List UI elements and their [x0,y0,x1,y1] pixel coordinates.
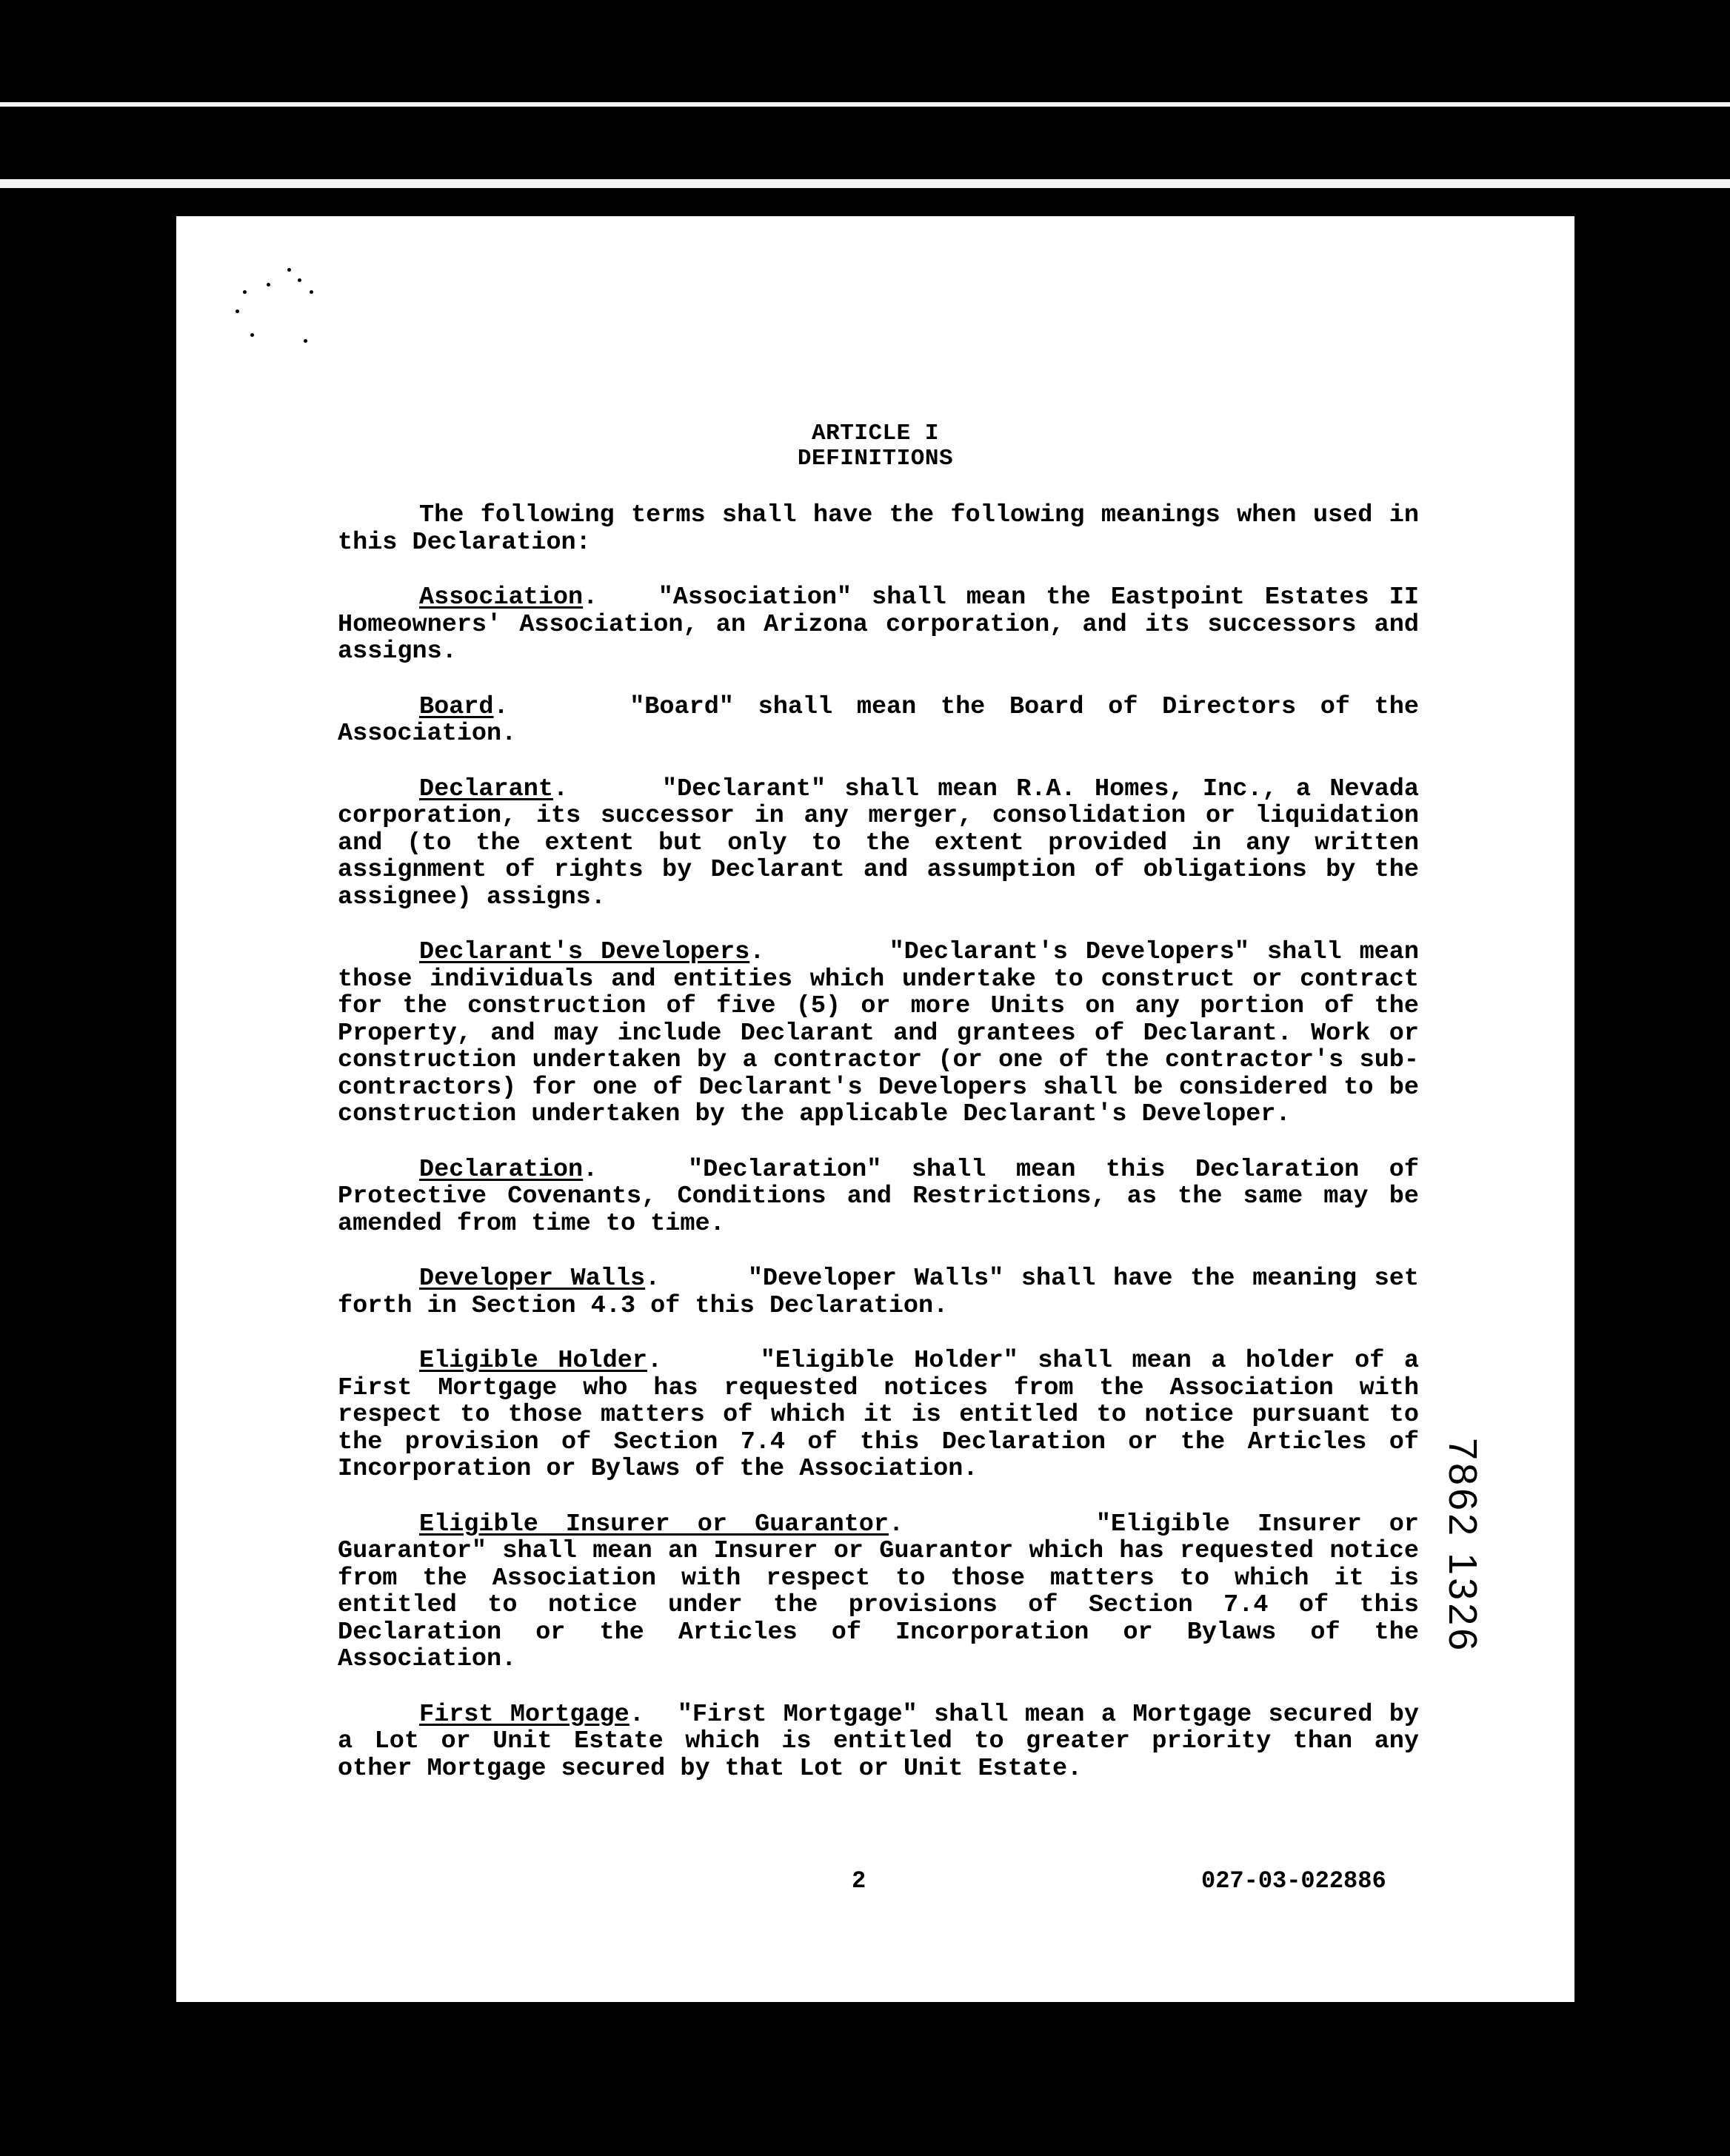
definition-paragraph: Developer Walls. "Developer Walls" shall have the meaning set forth in Section 4.3 of this Declaration. [338,1265,1419,1320]
intro-paragraph: The following terms shall have the following meanings when used in this Declaration: [338,501,1419,557]
definition-term: Eligible Holder [419,1347,647,1375]
definition-paragraph: Eligible Holder. "Eligible Holder" shall mean a holder of a First Mortgage who has requested notices from the Association with respect to those matters of which it is entitled to notice pursuant to the provision of Section 7.4 of this Declaration or the Articles of Incorporation or Bylaws of the Association. [338,1347,1420,1483]
definition-term: Board [419,692,494,721]
definition-text: "Declaration" shall mean this Declaration of Protective Covenants, Conditions and Restrictions, as the same may be amended from time to time. [338,1155,1419,1238]
document-page [176,216,1574,2002]
definition-paragraph: Declaration. "Declaration" shall mean this Declaration of Protective Covenants, Conditions and Restrictions, as the same may be amended from time to time. [338,1155,1419,1238]
definition-paragraph: First Mortgage. "First Mortgage" shall mean a Mortgage secured by a Lot or Unit Estate which is entitled to greater priority than any other Mortgage secured by that Lot or Unit Estate. [338,1700,1419,1783]
definition-text: "Eligible Insurer or Guarantor" shall mean an Insurer or Guarantor which has requested notice from the Association with respect to those matters to which it is entitled to notice under the provisions of Section 7.4 of this Declaration or the Articles of Incorporation or Bylaws of the Association. [338,1510,1420,1673]
definition-term: First Mortgage [419,1700,629,1729]
definition-term: Declaration [419,1155,584,1184]
definition-term: Eligible Insurer or Guarantor [419,1510,889,1539]
definition-term: Declarant [419,774,553,803]
definition-paragraph: Eligible Insurer or Guarantor. "Eligible Insurer or Guarantor" shall mean an Insurer or Guarantor which has requested notice from the Association with respect to those matters to which it is entitled to notice under the provisions of Section 7.4 of this Declaration or the Articles of Incorporation or Bylaws of the Association. [338,1510,1420,1673]
definition-text: "Developer Walls" shall have the meaning set forth in Section 4.3 of this Declaration. [338,1265,1419,1320]
definitions-heading: DEFINITIONS [797,446,954,472]
definition-paragraph: Board. "Board" shall mean the Board of Directors of the Association. [338,692,1419,748]
document-code: 027-03-022886 [1201,1867,1386,1895]
definition-paragraph: Declarant's Developers. "Declarant's Developers" shall mean those individuals and entities which undertake to construct or contract for the construction of five (5) or more Units on any portion of the Property, and may include Declarant and grantees of Declarant. Work or construction undertaken by a contractor (or one of the contractor's sub-contractors) for one of Declarant's Developers shall be considered to be construction undertaken by the applicable Declarant's Developer. [338,938,1419,1128]
definition-text: "First Mortgage" shall mean a Mortgage secured by a Lot or Unit Estate which is entitled to greater priority than any other Mortgage secured by that Lot or Unit Estate. [338,1700,1419,1783]
definition-paragraph: Declarant. "Declarant" shall mean R.A. Homes, Inc., a Nevada corporation, its successor in any merger, consolidation or liquidation and (to the extent but only to the extent provided in any written assignment of rights by Declarant and assumption of obligations by the assignee) assigns. [338,774,1419,911]
article-heading: ARTICLE I [812,421,939,446]
definition-paragraph: Association. "Association" shall mean the Eastpoint Estates II Homeowners' Association, an Arizona corporation, and its successors and assigns. [338,583,1419,666]
definition-term: Developer Walls [419,1265,646,1293]
scan-specks [236,268,324,349]
definition-text: "Association" shall mean the Eastpoint Estates II Homeowners' Association, an Arizona corporation, and its successors and assigns. [338,583,1419,666]
definition-text: "Declarant's Developers" shall mean those individuals and entities which undertake to construct or contract for the construction of five (5) or more Units on any portion of the Property, and may include Declarant and grantees of Declarant. Work or construction undertaken by a contractor (or one of the contractor's sub-contractors) for one of Declarant's Developers shall be considered to be construction undertaken by the applicable Declarant's Developer. [338,938,1419,1128]
definition-term: Association [419,583,584,612]
definition-text: "Board" shall mean the Board of Directors of the Association. [338,692,1419,748]
definition-text: "Eligible Holder" shall mean a holder of a First Mortgage who has requested notices from the Association with respect to those matters of which it is entitled to notice pursuant to the provision of Section 7.4 of this Declaration or the Articles of Incorporation or Bylaws of the Association. [338,1347,1420,1483]
definitions-body [338,502,1419,1810]
side-stamp-number: 7862 1326 [1440,1438,1485,1654]
definition-term: Declarant's Developers [419,938,750,966]
definition-text: "Declarant" shall mean R.A. Homes, Inc., a Nevada corporation, its successor in any merger, consolidation or liquidation and (to the extent but only to the extent provided in any written assignment of rights by Declarant and assumption of obligations by the assignee) assigns. [338,774,1419,911]
scan-border-line [0,179,1730,188]
scan-border-line [0,102,1730,107]
page-number: 2 [852,1867,866,1895]
